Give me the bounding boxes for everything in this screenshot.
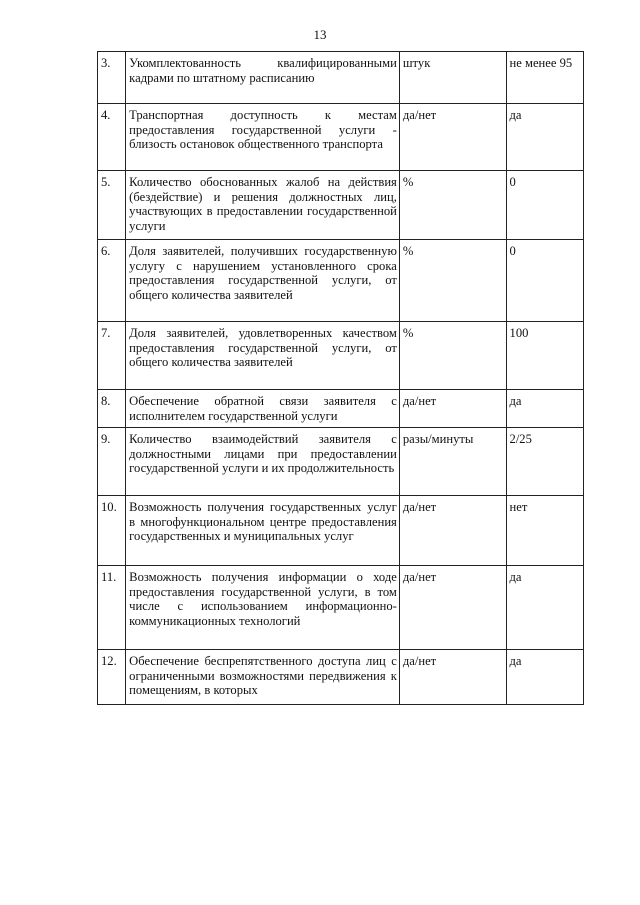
indicators-table [97,51,584,705]
value-cell: да [506,104,583,171]
value-cell: 0 [506,171,583,240]
unit-cell: % [399,322,506,390]
table-row [98,240,584,322]
unit-cell: да/нет [399,390,506,428]
table-row [98,650,584,705]
unit-cell: да/нет [399,496,506,566]
table-row [98,52,584,104]
row-number: 4. [98,104,126,171]
value-cell: да [506,650,583,705]
unit-cell: % [399,240,506,322]
value-cell: да [506,390,583,428]
value-cell: не менее 95 [506,52,583,104]
table-row [98,428,584,496]
row-number: 6. [98,240,126,322]
row-number: 10. [98,496,126,566]
unit-cell: штук [399,52,506,104]
value-cell: нет [506,496,583,566]
unit-cell: да/нет [399,566,506,650]
indicator-cell: Возможность получения государственных услуг в многофункциональном центре предоставления государственных и муниципальных услуг [126,496,400,566]
indicator-cell: Количество взаимодействий заявителя с должностными лицами при предоставлении государственной услуги и их продолжительность [126,428,400,496]
unit-cell: да/нет [399,104,506,171]
row-number: 3. [98,52,126,104]
row-number: 9. [98,428,126,496]
unit-cell: % [399,171,506,240]
indicator-cell: Обеспечение обратной связи заявителя с исполнителем государственной услуги [126,390,400,428]
indicator-cell: Доля заявителей, удовлетворенных качеством предоставления государственной услуги, от общего количества заявителей [126,322,400,390]
indicator-cell: Количество обоснованных жалоб на действия (бездействие) и решения должностных лиц, участвующих в предоставлении государственной услуги [126,171,400,240]
indicator-cell: Доля заявителей, получивших государственную услугу с нарушением установленного срока предоставления государственной услуги, от общего количества заявителей [126,240,400,322]
value-cell: 0 [506,240,583,322]
table-row [98,566,584,650]
value-cell: 2/25 [506,428,583,496]
value-cell: 100 [506,322,583,390]
indicator-cell: Укомплектованность квалифицированными кадрами по штатному расписанию [126,52,400,104]
indicator-cell: Обеспечение беспрепятственного доступа лиц с ограниченными возможностями передвижения к помещениям, в которых [126,650,400,705]
unit-cell: разы/минуты [399,428,506,496]
table-row [98,171,584,240]
unit-cell: да/нет [399,650,506,705]
row-number: 7. [98,322,126,390]
row-number: 12. [98,650,126,705]
value-cell: да [506,566,583,650]
table-row [98,496,584,566]
indicator-cell: Возможность получения информации о ходе предоставления государственной услуги, в том числе с использованием информационно-коммуникационных технологий [126,566,400,650]
row-number: 8. [98,390,126,428]
indicator-cell: Транспортная доступность к местам предоставления государственной услуги - близость остановок общественного транспорта [126,104,400,171]
row-number: 11. [98,566,126,650]
row-number: 5. [98,171,126,240]
table-row [98,322,584,390]
page-number: 13 [313,27,327,42]
table-row [98,390,584,428]
table-row [98,104,584,171]
